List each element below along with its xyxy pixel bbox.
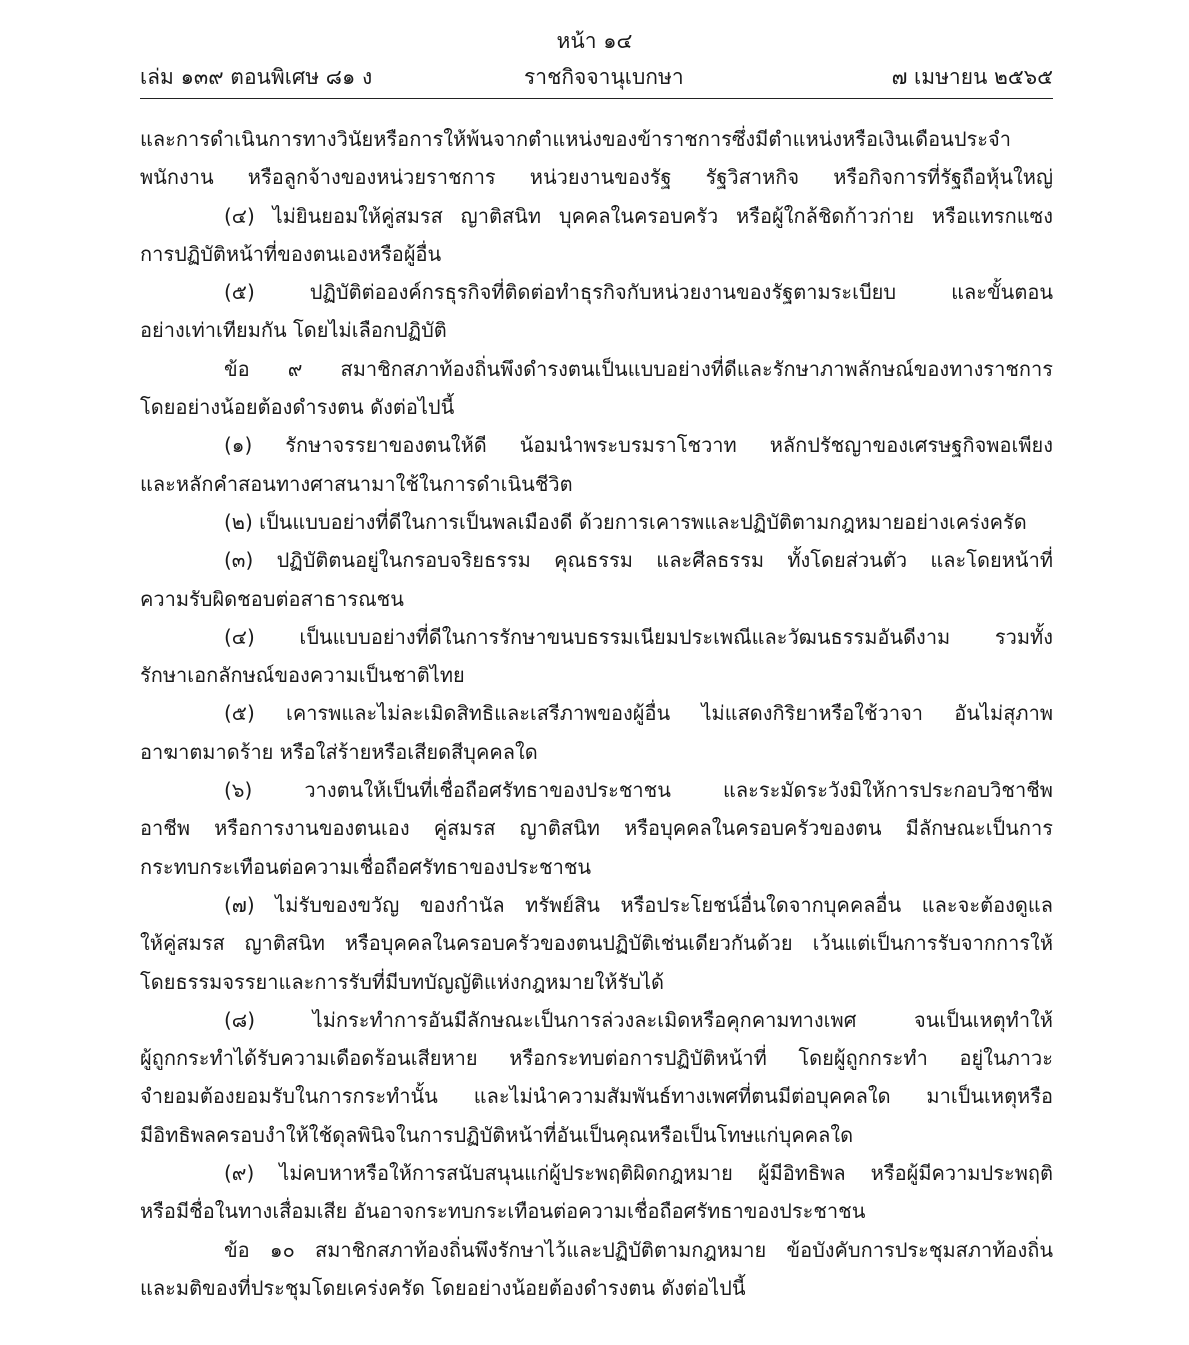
text-line: อาชีพ หรือการงานของตนเอง คู่สมรส ญาติสนิท หรือบุคคลในครอบครัวของตน มีลักษณะเป็นการ xyxy=(140,816,1053,841)
text-line: ข้อ ๙ สมาชิกสภาท้องถิ่นพึงดำรงตนเป็นแบบอย่างที่ดีและรักษาภาพลักษณ์ของทางราชการ xyxy=(224,356,1053,381)
text-line: และมติของที่ประชุมโดยเคร่งครัด โดยอย่างน้อยต้องดำรงตน ดังต่อไปนี้ xyxy=(140,1275,746,1300)
text-line: โดยอย่างน้อยต้องดำรงตน ดังต่อไปนี้ xyxy=(140,395,455,420)
document-body xyxy=(140,120,1053,1307)
text-line: (๒) เป็นแบบอย่างที่ดีในการเป็นพลเมืองดี ด้วยการเคารพและปฏิบัติตามกฎหมายอย่างเคร่งครัด xyxy=(224,509,1027,534)
issue-date: ๗ เมษายน ๒๕๖๕ xyxy=(891,65,1053,89)
text-line: และหลักคำสอนทางศาสนามาใช้ในการดำเนินชีวิต xyxy=(140,471,573,496)
page-header xyxy=(140,62,1053,94)
text-line: ข้อ ๑๐ สมาชิกสภาท้องถิ่นพึงรักษาไว้และปฏิบัติตามกฎหมาย ข้อบังคับการประชุมสภาท้องถิ่น xyxy=(224,1237,1053,1262)
text-line: ผู้ถูกกระทำได้รับความเดือดร้อนเสียหาย หรือกระทบต่อการปฏิบัติหน้าที่ โดยผู้ถูกกระทำ อยู่ในภาวะ xyxy=(140,1046,1053,1071)
text-line: ความรับผิดชอบต่อสาธารณชน xyxy=(140,586,404,611)
text-line: (๕) ปฏิบัติต่อองค์กรธุรกิจที่ติดต่อทำธุรกิจกับหน่วยงานของรัฐตามระเบียบ และขั้นตอน xyxy=(224,280,1053,305)
text-line: (๖) วางตนให้เป็นที่เชื่อถือศรัทธาของประชาชน และระมัดระวังมิให้การประกอบวิชาชีพ xyxy=(224,778,1053,803)
text-line: (๕) เคารพและไม่ละเมิดสิทธิและเสรีภาพของผู้อื่น ไม่แสดงกิริยาหรือใช้วาจา อันไม่สุภาพ xyxy=(224,701,1053,726)
text-line: (๘) ไม่กระทำการอันมีลักษณะเป็นการล่วงละเมิดหรือคุกคามทางเพศ จนเป็นเหตุทำให้ xyxy=(224,1007,1053,1032)
text-line: พนักงาน หรือลูกจ้างของหน่วยราชการ หน่วยงานของรัฐ รัฐวิสาหกิจ หรือกิจการที่รัฐถือหุ้นใหญ่ xyxy=(140,165,1053,190)
text-line: อาฆาตมาดร้าย หรือใส่ร้ายหรือเสียดสีบุคคลใด xyxy=(140,739,538,764)
text-line: (๔) ไม่ยินยอมให้คู่สมรส ญาติสนิท บุคคลในครอบครัว หรือผู้ใกล้ชิดก้าวก่าย หรือแทรกแซง xyxy=(224,203,1053,228)
text-line: กระทบกระเทือนต่อความเชื่อถือศรัทธาของประชาชน xyxy=(140,854,592,879)
text-line: (๑) รักษาจรรยาของตนให้ดี น้อมนำพระบรมราโชวาท หลักปรัชญาของเศรษฐกิจพอเพียง xyxy=(224,433,1053,458)
text-line: การปฏิบัติหน้าที่ของตนเองหรือผู้อื่น xyxy=(140,241,442,266)
text-line: (๙) ไม่คบหาหรือให้การสนับสนุนแก่ผู้ประพฤติผิดกฎหมาย ผู้มีอิทธิพล หรือผู้มีความประพฤติ xyxy=(224,1161,1053,1186)
text-line: จำยอมต้องยอมรับในการกระทำนั้น และไม่นำความสัมพันธ์ทางเพศที่ตนมีต่อบุคคลใด มาเป็นเหตุหรือ xyxy=(140,1084,1053,1109)
header-rule xyxy=(140,98,1053,99)
text-line: รักษาเอกลักษณ์ของความเป็นชาติไทย xyxy=(140,663,465,688)
page-number: หน้า ๑๔ xyxy=(556,29,633,53)
text-line: ให้คู่สมรส ญาติสนิท หรือบุคคลในครอบครัวของตนปฏิบัติเช่นเดียวกันด้วย เว้นแต่เป็นการรับจากการให้ xyxy=(140,931,1053,956)
text-line: และการดำเนินการทางวินัยหรือการให้พ้นจากตำแหน่งของข้าราชการซึ่งมีตำแหน่งหรือเงินเดือนประจำ xyxy=(140,127,1011,151)
gazette-title: ราชกิจจานุเบกษา xyxy=(524,65,684,89)
volume-info: เล่ม ๑๓๙ ตอนพิเศษ ๘๑ ง xyxy=(140,65,373,89)
text-line: โดยธรรมจรรยาและการรับที่มีบทบัญญัติแห่งกฎหมายให้รับได้ xyxy=(140,969,665,994)
text-line: (๓) ปฏิบัติตนอยู่ในกรอบจริยธรรม คุณธรรม และศีลธรรม ทั้งโดยส่วนตัว และโดยหน้าที่ xyxy=(224,548,1053,573)
text-line: อย่างเท่าเทียมกัน โดยไม่เลือกปฏิบัติ xyxy=(140,318,447,343)
text-line: มีอิทธิพลครอบงำให้ใช้ดุลพินิจในการปฏิบัติหน้าที่อันเป็นคุณหรือเป็นโทษแก่บุคคลใด xyxy=(140,1122,854,1147)
text-line: (๔) เป็นแบบอย่างที่ดีในการรักษาขนบธรรมเนียมประเพณีและวัฒนธรรมอันดีงาม รวมทั้ง xyxy=(224,624,1053,649)
text-line: หรือมีชื่อในทางเสื่อมเสีย อันอาจกระทบกระเทือนต่อความเชื่อถือศรัทธาของประชาชน xyxy=(140,1199,866,1224)
text-line: (๗) ไม่รับของขวัญ ของกำนัล ทรัพย์สิน หรือประโยชน์อื่นใดจากบุคคลอื่น และจะต้องดูแล xyxy=(224,892,1053,917)
